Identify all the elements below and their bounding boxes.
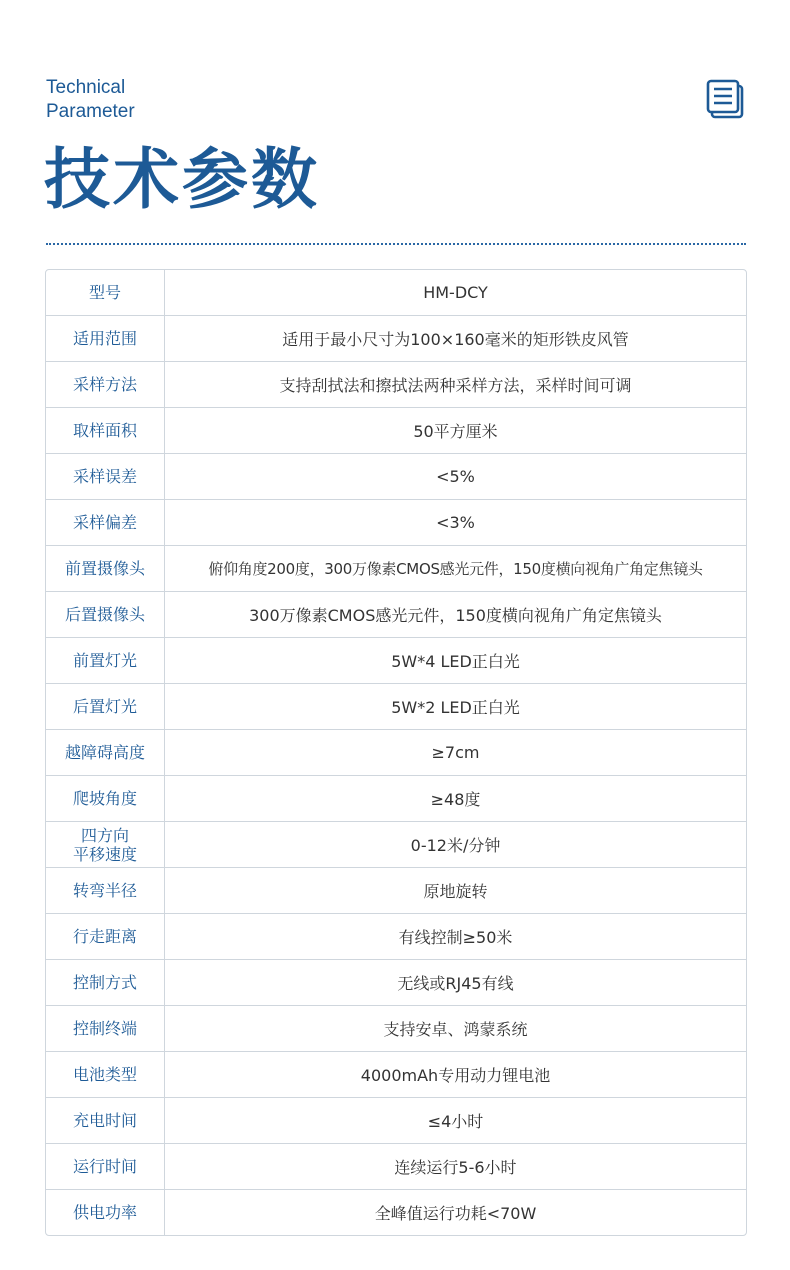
spec-value: 适用于最小尺寸为100×160毫米的矩形铁皮风管 [282,330,629,349]
table-row [46,775,746,821]
spec-label: 型号 [46,270,165,315]
spec-label: 前置摄像头 [46,546,165,591]
table-row [46,315,746,361]
table-row [46,867,746,913]
page-title: 技术参数 [44,141,320,218]
spec-label: 供电功率 [46,1190,165,1235]
spec-label: 控制终端 [46,1006,165,1051]
table-row [46,1097,746,1143]
table-row [46,545,746,591]
spec-label: 适用范围 [46,316,165,361]
spec-value: 无线或RJ45有线 [397,974,514,993]
spec-value: 300万像素CMOS感光元件，150度横向视角广角定焦镜头 [249,606,662,625]
spec-value: 支持刮拭法和擦拭法两种采样方法，采样时间可调 [279,376,632,395]
table-row [46,959,746,1005]
spec-label: 采样方法 [46,362,165,407]
table-row [46,729,746,775]
spec-label: 前置灯光 [46,638,165,683]
document-list-icon [706,79,746,119]
spec-table [45,269,747,1236]
section-subtitle [46,76,135,124]
spec-value: HM-DCY [423,283,488,302]
table-row [46,499,746,545]
spec-value: 50平方厘米 [413,422,498,441]
table-row [46,407,746,453]
spec-value: 俯仰角度200度，300万像素CMOS感光元件，150度横向视角广角定焦镜头 [208,560,703,578]
spec-label: 运行时间 [46,1144,165,1189]
spec-value: 5W*2 LED正白光 [391,698,520,717]
spec-value: 连续运行5-6小时 [394,1158,517,1177]
spec-label: 采样误差 [46,454,165,499]
table-row [46,1189,746,1235]
spec-label: 越障碍高度 [46,730,165,775]
table-row [46,591,746,637]
spec-value: ≥48度 [430,790,481,809]
spec-value: ≤4小时 [427,1112,484,1131]
dotted-divider [46,243,746,245]
spec-label: 采样偏差 [46,500,165,545]
spec-value: 4000mAh专用动力锂电池 [360,1066,551,1085]
spec-label: 后置灯光 [46,684,165,729]
subtitle-line-2: Parameter [46,101,135,122]
spec-value: 全峰值运行功耗<70W [374,1204,537,1223]
spec-value: 0-12米/分钟 [410,836,501,855]
spec-value: 有线控制≥50米 [398,928,513,947]
spec-label: 爬坡角度 [46,776,165,821]
subtitle-line-1: Technical [46,77,126,98]
table-row [46,1143,746,1189]
table-row [46,913,746,959]
table-row [46,453,746,499]
table-row [46,821,746,867]
spec-label: 后置摄像头 [46,592,165,637]
spec-label: 转弯半径 [46,868,165,913]
spec-value: <5% [436,467,475,486]
spec-label: 四方向 平移速度 [46,822,165,867]
table-row [46,1005,746,1051]
table-row [46,637,746,683]
spec-value: 5W*4 LED正白光 [391,652,520,671]
spec-label: 电池类型 [46,1052,165,1097]
table-row [46,270,746,315]
spec-value: 原地旋转 [423,882,488,901]
spec-value: 支持安卓、鸿蒙系统 [383,1020,528,1039]
spec-label: 控制方式 [46,960,165,1005]
spec-value: ≥7cm [431,743,480,762]
spec-label: 取样面积 [46,408,165,453]
spec-label: 行走距离 [46,914,165,959]
table-row [46,683,746,729]
spec-label: 充电时间 [46,1098,165,1143]
table-row [46,1051,746,1097]
spec-value: <3% [436,513,475,532]
table-row [46,361,746,407]
